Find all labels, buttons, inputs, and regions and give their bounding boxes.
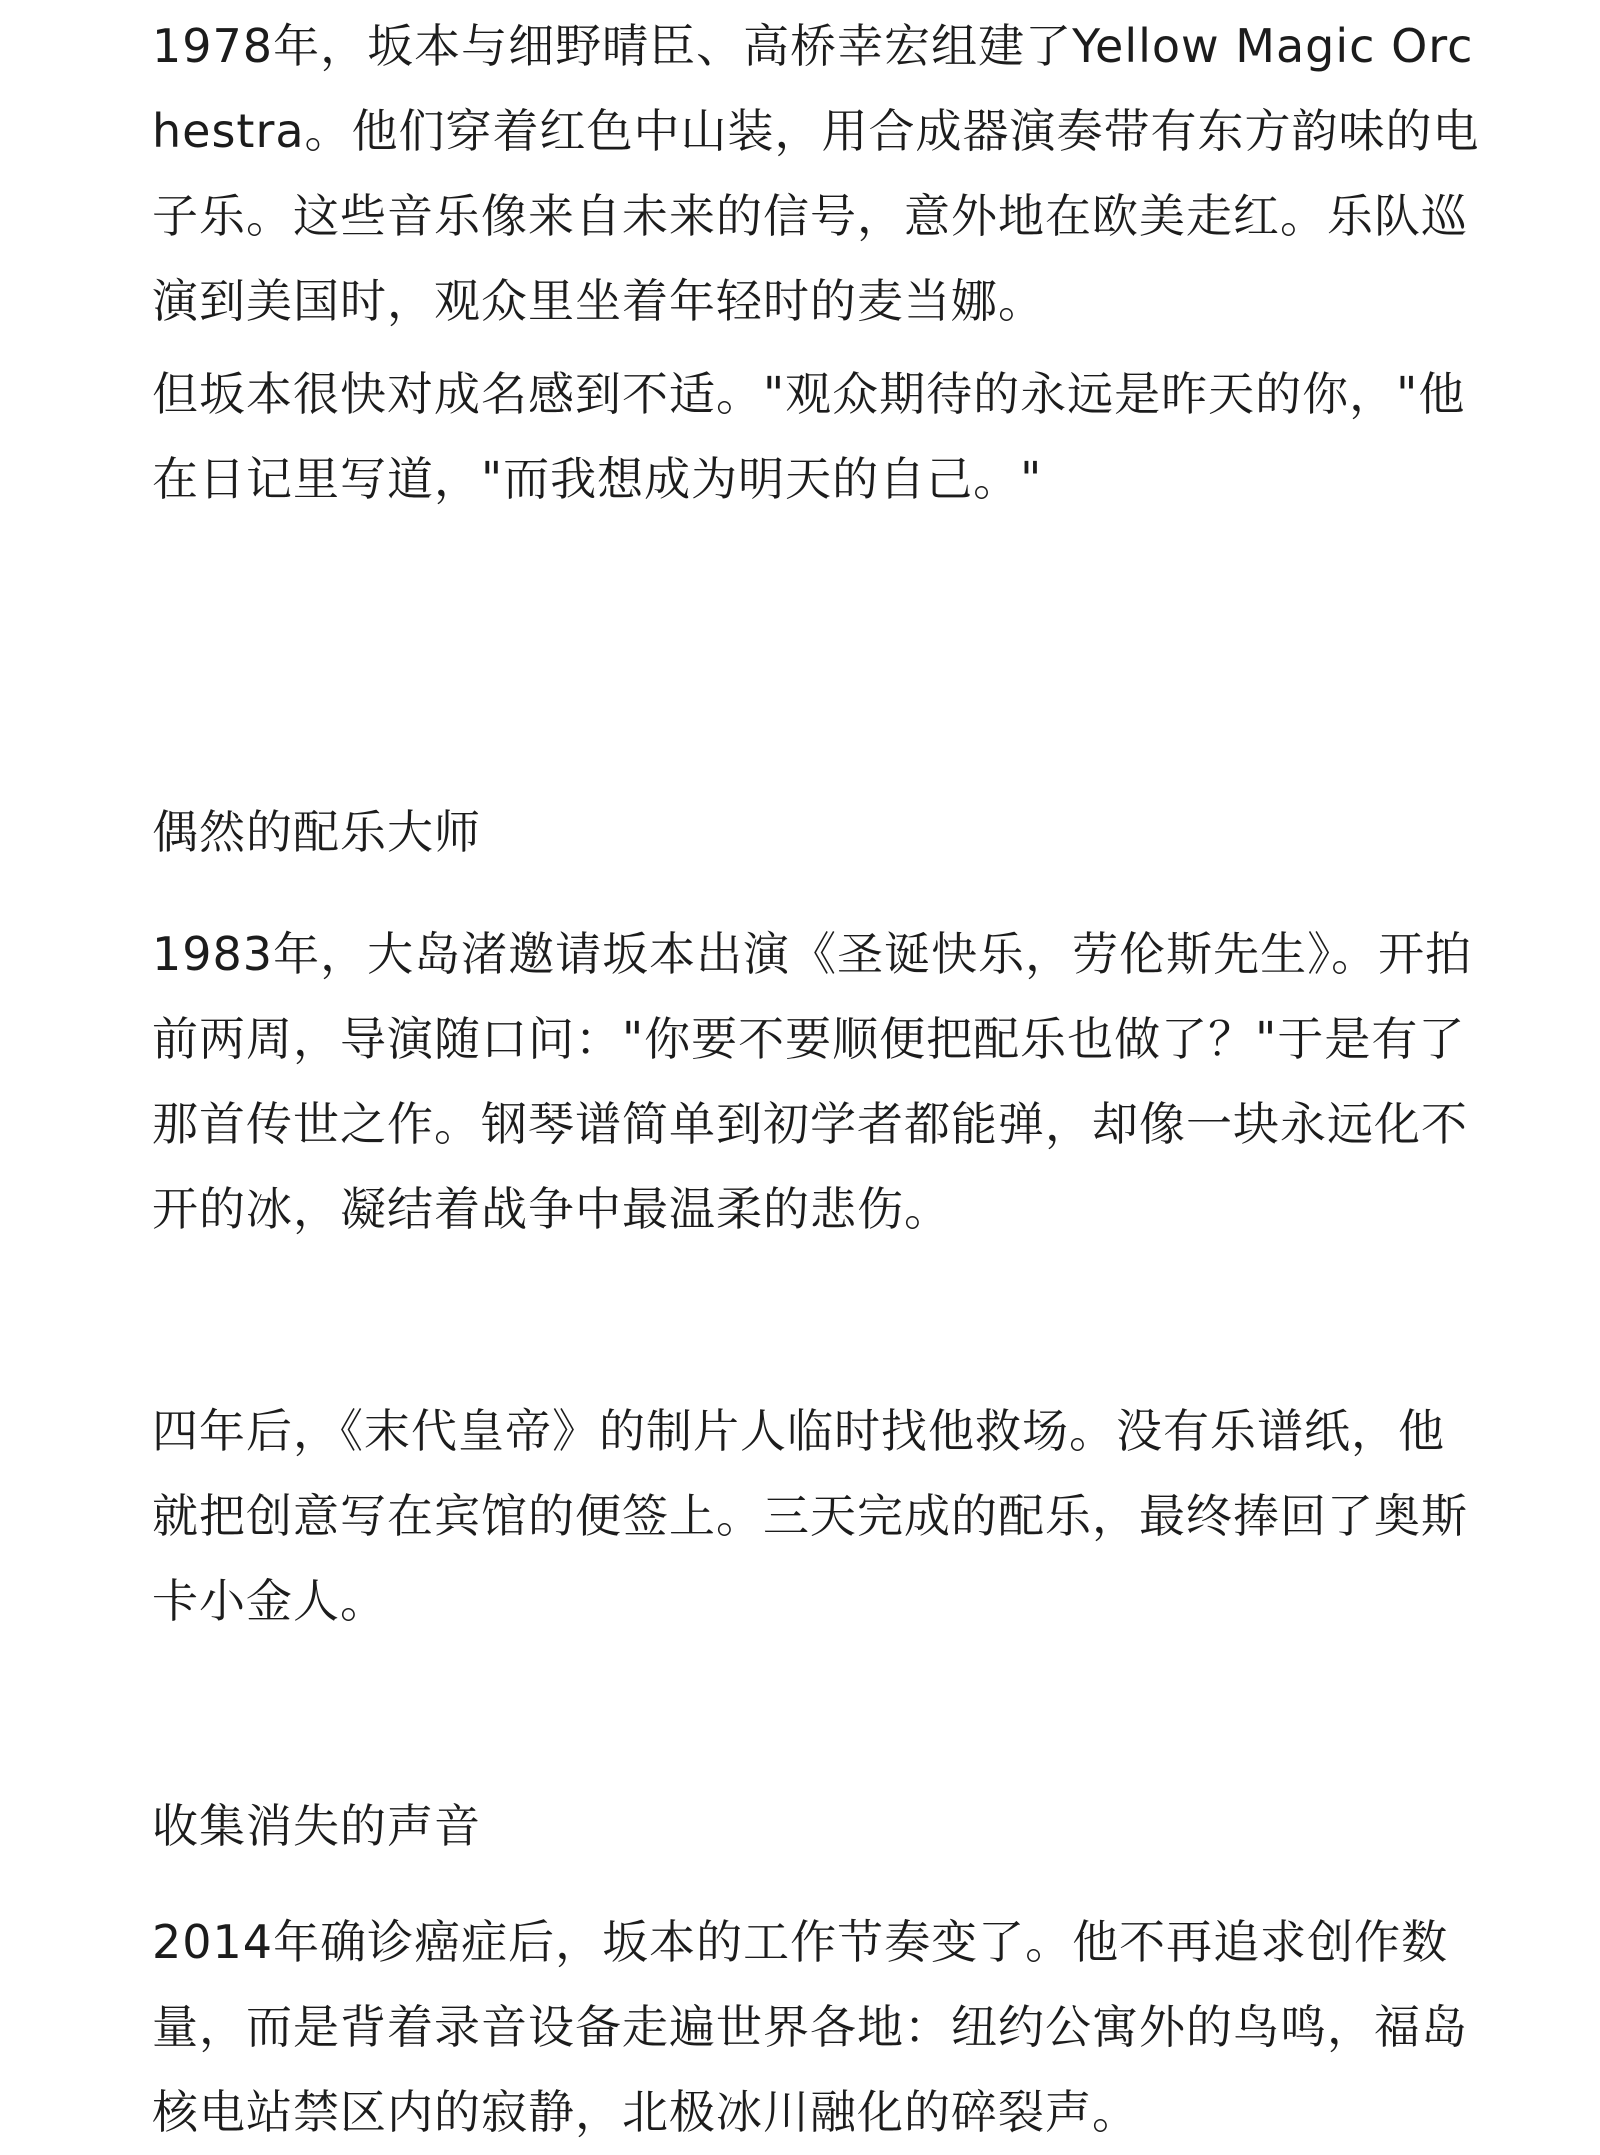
section-heading-collecting-sounds: 收集消失的声音	[152, 1799, 481, 1853]
paragraph-merry-christmas: 1983年，大岛渚邀请坂本出演《圣诞快乐，劳伦斯先生》。开拍前两周，导演随口问："你要不要顺便把配乐也做了？"于是有了那首传世之作。钢琴谱简单到初学者都能弹，却像一块永远化不开的冰，凝结着战争中最温柔的悲伤。	[152, 927, 1473, 1236]
paragraph-last-emperor: 四年后，《末代皇帝》的制片人临时找他救场。没有乐谱纸，他就把创意写在宾馆的便签上。三天完成的配乐，最终捧回了奥斯卡小金人。	[152, 1404, 1468, 1628]
paragraph-fame: 但坂本很快对成名感到不适。"观众期待的永远是昨天的你，"他在日记里写道，"而我想成为明天的自己。"	[152, 367, 1466, 506]
paragraph-field-recording: 2014年确诊癌症后，坂本的工作节奏变了。他不再追求创作数量，而是背着录音设备走遍世界各地：纽约公寓外的鸟鸣，福岛核电站禁区内的寂静，北极冰川融化的碎裂声。	[152, 1915, 1468, 2139]
paragraph-ymo: 1978年，坂本与细野晴臣、高桥幸宏组建了Yellow Magic Orchestra。他们穿着红色中山装，用合成器演奏带有东方韵味的电子乐。这些音乐像来自未来的信号，意外地在欧美走红。乐队巡演到美国时，观众里坐着年轻时的麦当娜。	[152, 19, 1480, 328]
section-heading-film-scoring: 偶然的配乐大师	[152, 805, 481, 859]
